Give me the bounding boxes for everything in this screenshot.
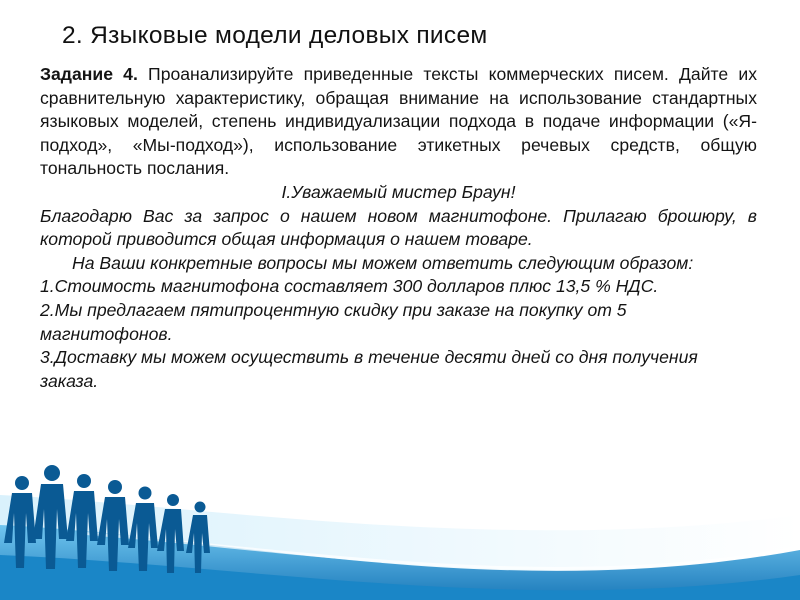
task-text: Проанализируйте приведенные тексты коммерческих писем. Дайте их сравнительную характеристику, обращая внимание на использование стандартных языковых моделей, степень индивидуализации подхода в подаче информации («Я-подход», «Мы-подход»), использование этикетных речевых средств, общую тональность послания. bbox=[40, 64, 757, 179]
letter-item-1: 1.Стоимость магнитофона составляет 300 долларов плюс 13,5 % НДС. bbox=[40, 276, 659, 297]
letter-item-3: 3.Доставку мы можем осуществить в течение десяти дней со дня получения заказа. bbox=[40, 347, 698, 391]
task-paragraph bbox=[40, 63, 757, 181]
letter-greeting: I.Уважаемый мистер Браун! bbox=[281, 181, 516, 202]
task-label: Задание 4. bbox=[40, 64, 138, 84]
slide-content bbox=[40, 63, 757, 393]
slide-title: 2. Языковые модели деловых писем bbox=[62, 22, 488, 49]
letter-item-2: 2.Мы предлагаем пятипроцентную скидку при заказе на покупку от 5 магнитофонов. bbox=[40, 299, 627, 344]
footer-decoration bbox=[0, 455, 800, 600]
letter-paragraph-1: Благодарю Вас за запрос о нашем новом магнитофоне. Прилагаю брошюру, в которой приводится общая информация о нашем товаре. bbox=[40, 205, 757, 250]
letter-paragraph-2: На Ваши конкретные вопросы мы можем ответить следующим образом: bbox=[72, 252, 694, 273]
